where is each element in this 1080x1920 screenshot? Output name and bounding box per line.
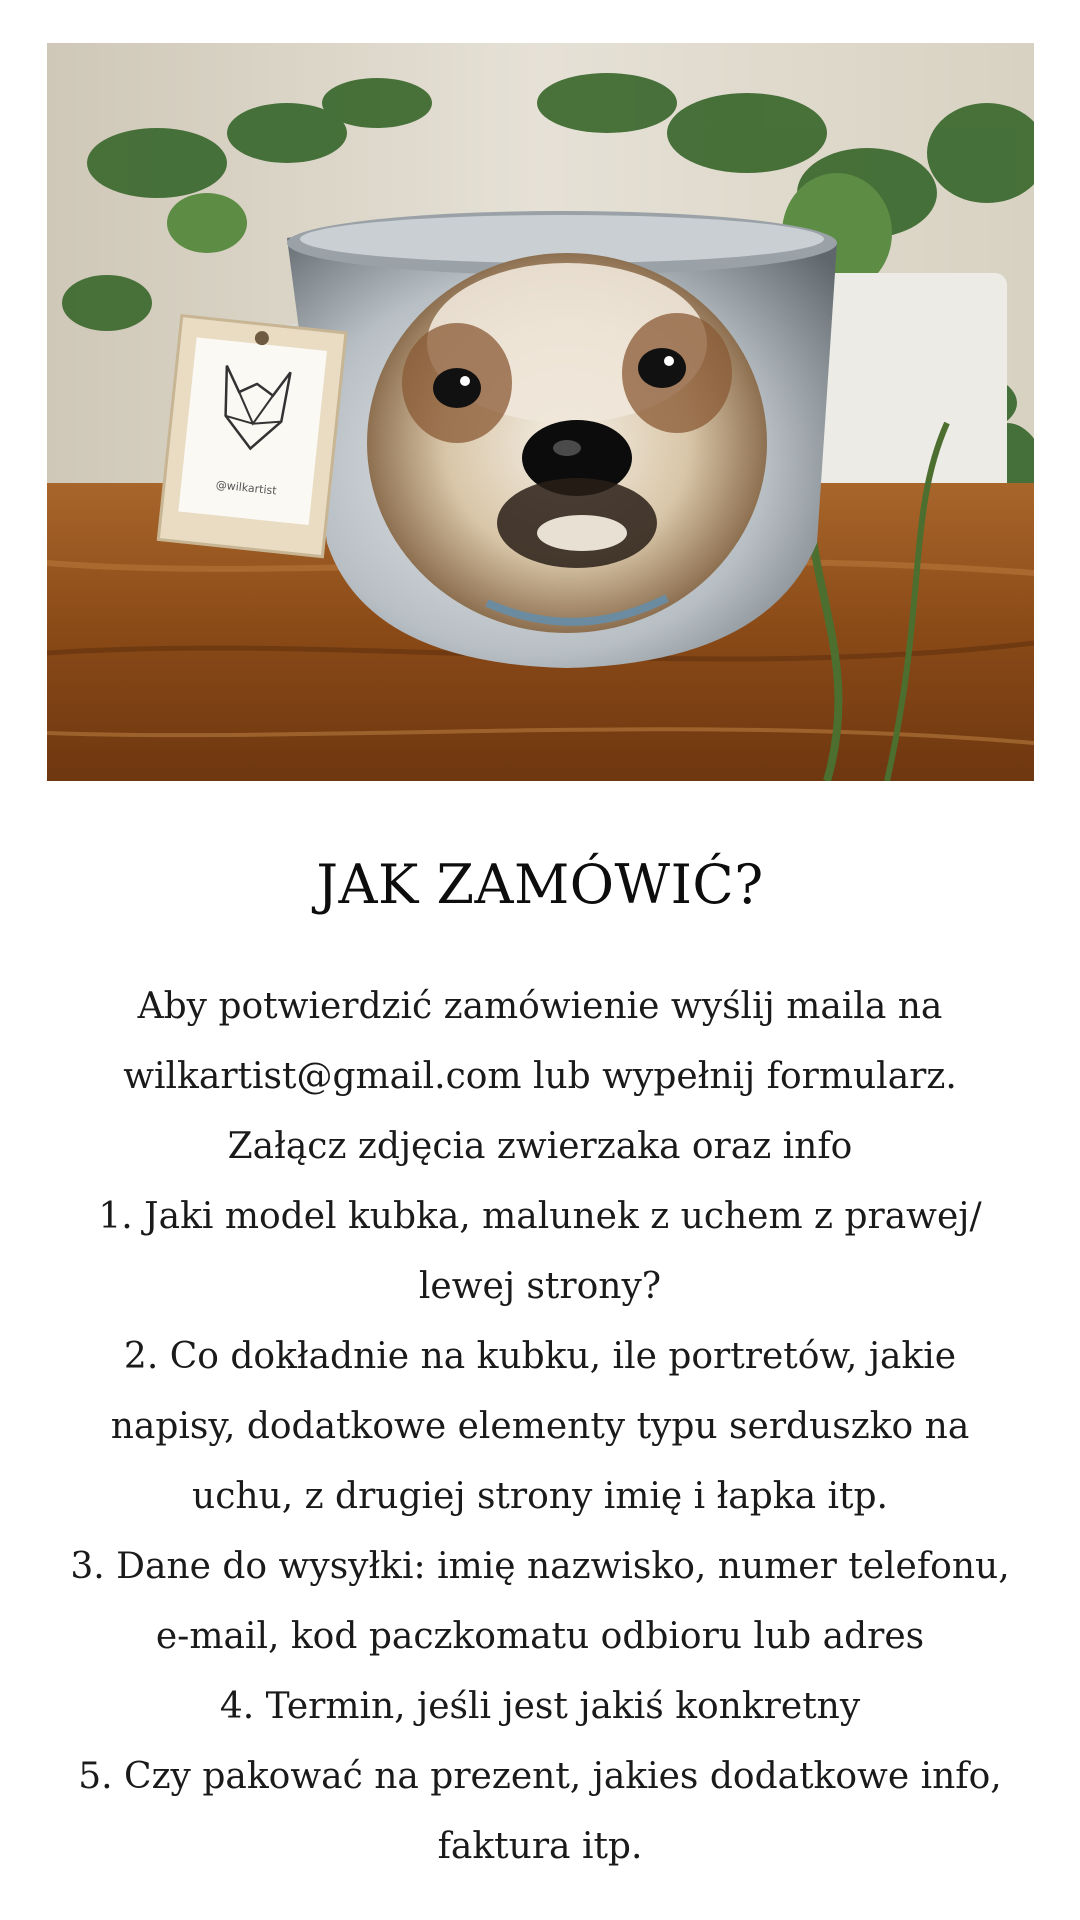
instruction-line: napisy, dodatkowe elementy typu serduszko na bbox=[110, 1406, 970, 1447]
mug-photo-illustration bbox=[47, 43, 1034, 781]
hero-photo bbox=[47, 43, 1034, 781]
instruction-line: Załącz zdjęcia zwierzaka oraz info bbox=[227, 1126, 853, 1167]
instruction-line: e-mail, kod paczkomatu odbioru lub adres bbox=[155, 1616, 925, 1657]
instruction-line: Aby potwierdzić zamówienie wyślij maila na bbox=[137, 986, 943, 1027]
page-title: JAK ZAMÓWIĆ? bbox=[316, 853, 764, 916]
order-instructions bbox=[60, 972, 1020, 1882]
instruction-line: lewej strony? bbox=[418, 1266, 662, 1307]
instruction-line: 2. Co dokładnie na kubku, ile portretów, jakie bbox=[123, 1336, 957, 1377]
instruction-line: 3. Dane do wysyłki: imię nazwisko, numer telefonu, bbox=[70, 1546, 1010, 1587]
instruction-line: faktura itp. bbox=[437, 1826, 643, 1867]
instruction-line: uchu, z drugiej strony imię i łapka itp. bbox=[192, 1476, 888, 1517]
instruction-line: 4. Termin, jeśli jest jakiś konkretny bbox=[219, 1686, 861, 1727]
instruction-line: 1. Jaki model kubka, malunek z uchem z prawej/ bbox=[98, 1196, 982, 1237]
instruction-line: wilkartist@gmail.com lub wypełnij formularz. bbox=[123, 1056, 957, 1097]
tag-caption: @wilkartist bbox=[215, 478, 278, 498]
instruction-line: 5. Czy pakować na prezent, jakies dodatkowe info, bbox=[78, 1756, 1002, 1797]
